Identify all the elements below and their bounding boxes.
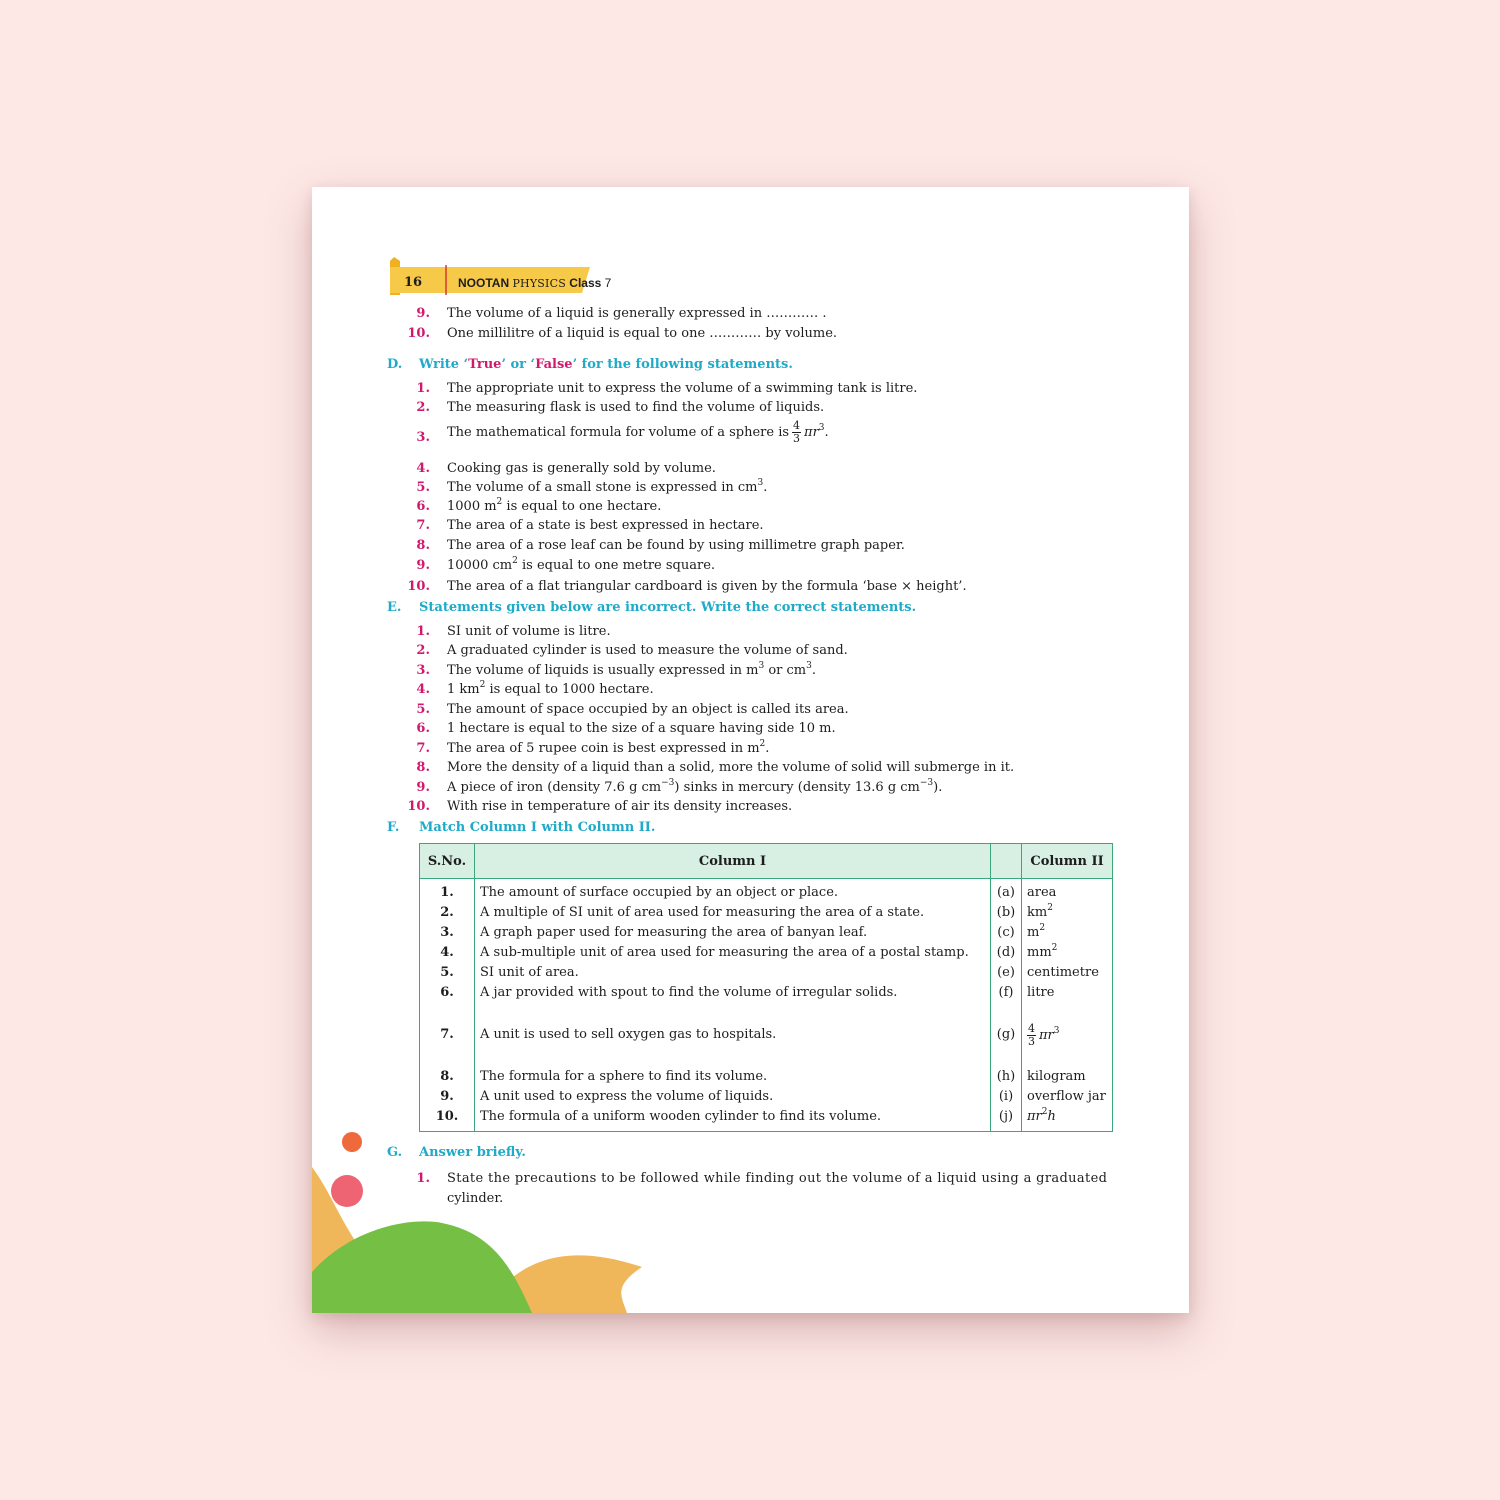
list-number: 6. bbox=[416, 721, 430, 736]
list-item: The volume of liquids is usually expressed in $m^3$ or $cm^3$. bbox=[447, 661, 816, 678]
list-item: The appropriate unit to express the volume of a swimming tank is litre. bbox=[447, 381, 918, 396]
list-number: 1. bbox=[416, 624, 430, 639]
section-d-title: Write ‘True’ or ‘False’ for the following statements. bbox=[419, 357, 793, 372]
header-column-1: Column I bbox=[475, 844, 991, 879]
subject-name: PHYSICS bbox=[512, 277, 566, 290]
row-column-1: A multiple of SI unit of area used for measuring the area of a state. bbox=[475, 903, 991, 923]
list-number: 4. bbox=[416, 461, 430, 476]
page-number: 16 bbox=[404, 275, 423, 290]
table-header-row bbox=[420, 844, 1113, 879]
row-column-2: litre bbox=[1022, 983, 1113, 1003]
row-sno: 3. bbox=[420, 923, 475, 943]
row-sno: 1. bbox=[420, 879, 475, 904]
list-item-continuation: cylinder. bbox=[447, 1191, 504, 1206]
list-number: 7. bbox=[416, 741, 430, 756]
list-item: The area of a rose leaf can be found by using millimetre graph paper. bbox=[447, 538, 905, 553]
row-sno: 2. bbox=[420, 903, 475, 923]
row-sno: 5. bbox=[420, 963, 475, 983]
row-column-2: overflow jar bbox=[1022, 1087, 1113, 1107]
row-column-2: $m^2$ bbox=[1022, 923, 1113, 943]
table-row bbox=[420, 963, 1113, 983]
row-column-1: A unit is used to sell oxygen gas to hospitals. bbox=[475, 1003, 991, 1067]
table-row bbox=[420, 983, 1113, 1003]
header-sno: S.No. bbox=[420, 844, 475, 879]
row-column-1: The amount of surface occupied by an object or place. bbox=[475, 879, 991, 904]
list-item: The volume of a liquid is generally expressed in ………… . bbox=[447, 306, 827, 321]
textbook-page bbox=[312, 187, 1189, 1313]
section-e-title: Statements given below are incorrect. Write the correct statements. bbox=[419, 600, 917, 615]
header-letter bbox=[991, 844, 1022, 879]
row-sno: 6. bbox=[420, 983, 475, 1003]
class-label: Class bbox=[569, 276, 602, 290]
row-column-1: A unit used to express the volume of liquids. bbox=[475, 1087, 991, 1107]
list-number: 9. bbox=[416, 780, 430, 795]
section-g-title: Answer briefly. bbox=[419, 1145, 526, 1160]
row-sno: 9. bbox=[420, 1087, 475, 1107]
list-item: The amount of space occupied by an object is called its area. bbox=[447, 702, 849, 717]
section-d-letter: D. bbox=[387, 357, 403, 372]
list-number: 7. bbox=[416, 518, 430, 533]
list-item: The area of a flat triangular cardboard is given by the formula ‘base × height’. bbox=[447, 579, 967, 594]
list-number: 5. bbox=[416, 702, 430, 717]
list-number: 2. bbox=[416, 643, 430, 658]
row-column-2: $km^2$ bbox=[1022, 903, 1113, 923]
list-item: The area of a state is best expressed in hectare. bbox=[447, 518, 764, 533]
section-f-title: Match Column I with Column II. bbox=[419, 820, 656, 835]
row-column-2: $\frac{4}{3}$ $\pi r^3$ bbox=[1022, 1003, 1113, 1067]
row-sno: 7. bbox=[420, 1003, 475, 1067]
row-letter: (f) bbox=[991, 983, 1022, 1003]
row-letter: (c) bbox=[991, 923, 1022, 943]
section-f-letter: F. bbox=[387, 820, 400, 835]
list-number: 8. bbox=[416, 538, 430, 553]
row-letter: (d) bbox=[991, 943, 1022, 963]
book-title bbox=[458, 276, 611, 290]
row-letter: (i) bbox=[991, 1087, 1022, 1107]
row-column-2: area bbox=[1022, 879, 1113, 904]
table-row bbox=[420, 943, 1113, 963]
row-column-1: SI unit of area. bbox=[475, 963, 991, 983]
row-column-2: $\pi r^2h$ bbox=[1022, 1107, 1113, 1132]
row-sno: 10. bbox=[420, 1107, 475, 1132]
section-e-letter: E. bbox=[387, 600, 402, 615]
list-item: With rise in temperature of air its density increases. bbox=[447, 799, 793, 814]
list-item: 1 hectare is equal to the size of a square having side 10 m. bbox=[447, 721, 836, 736]
table-row bbox=[420, 879, 1113, 904]
list-item: SI unit of volume is litre. bbox=[447, 624, 611, 639]
row-column-2: centimetre bbox=[1022, 963, 1113, 983]
table-row bbox=[420, 1067, 1113, 1087]
list-item: 1 $km^2$ is equal to 1000 hectare. bbox=[447, 680, 654, 697]
row-column-2: $mm^2$ bbox=[1022, 943, 1113, 963]
list-item: The volume of a small stone is expressed in $cm^3$. bbox=[447, 478, 768, 495]
list-item: A graduated cylinder is used to measure the volume of sand. bbox=[447, 643, 848, 658]
row-letter: (h) bbox=[991, 1067, 1022, 1087]
list-item: 1000 $m^2$ is equal to one hectare. bbox=[447, 497, 662, 514]
list-number: 9. bbox=[416, 306, 430, 321]
table-row bbox=[420, 1003, 1113, 1067]
fraction: $\frac{4}{3}$ bbox=[793, 419, 801, 445]
row-letter: (b) bbox=[991, 903, 1022, 923]
list-number: 5. bbox=[416, 480, 430, 495]
orange-dot bbox=[342, 1132, 362, 1152]
table-row bbox=[420, 1087, 1113, 1107]
list-number: 9. bbox=[416, 558, 430, 573]
row-column-2: kilogram bbox=[1022, 1067, 1113, 1087]
list-item: 10000 $cm^2$ is equal to one metre square. bbox=[447, 556, 716, 573]
header-column-2: Column II bbox=[1022, 844, 1113, 879]
list-item: The measuring flask is used to find the volume of liquids. bbox=[447, 400, 825, 415]
row-letter: (j) bbox=[991, 1107, 1022, 1132]
list-number: 10. bbox=[407, 799, 430, 814]
list-number: 2. bbox=[416, 400, 430, 415]
list-number: 6. bbox=[416, 499, 430, 514]
row-column-1: A sub-multiple unit of area used for measuring the area of a postal stamp. bbox=[475, 943, 991, 963]
list-number: 4. bbox=[416, 682, 430, 697]
list-number: 1. bbox=[416, 381, 430, 396]
brand-name: NOOTAN bbox=[458, 276, 510, 290]
row-column-1: The formula of a uniform wooden cylinder to find its volume. bbox=[475, 1107, 991, 1132]
section-g-letter: G. bbox=[387, 1145, 403, 1160]
list-number: 3. bbox=[416, 430, 430, 445]
row-column-1: A jar provided with spout to find the volume of irregular solids. bbox=[475, 983, 991, 1003]
table-row bbox=[420, 903, 1113, 923]
match-table bbox=[419, 843, 1113, 1132]
row-sno: 8. bbox=[420, 1067, 475, 1087]
pink-dot bbox=[331, 1175, 363, 1207]
list-item: More the density of a liquid than a solid, more the volume of solid will submerge in it. bbox=[447, 760, 1015, 775]
list-number: 8. bbox=[416, 760, 430, 775]
list-item: A piece of iron (density 7.6 g $cm^{-3}$) sinks in mercury (density 13.6 g $cm^{-3}$). bbox=[447, 778, 943, 795]
list-item: The area of 5 rupee coin is best expressed in $m^2$. bbox=[447, 739, 770, 756]
row-column-1: The formula for a sphere to find its volume. bbox=[475, 1067, 991, 1087]
class-number: 7 bbox=[604, 276, 612, 290]
table-row bbox=[420, 1107, 1113, 1132]
list-item: One millilitre of a liquid is equal to one ………… by volume. bbox=[447, 326, 838, 341]
row-letter: (g) bbox=[991, 1003, 1022, 1067]
list-item: The mathematical formula for volume of a sphere is $\frac{4}{3}$ $\pi r^3$. bbox=[447, 419, 829, 445]
row-column-1: A graph paper used for measuring the area of banyan leaf. bbox=[475, 923, 991, 943]
row-letter: (e) bbox=[991, 963, 1022, 983]
list-number: 10. bbox=[407, 326, 430, 341]
row-sno: 4. bbox=[420, 943, 475, 963]
list-number: 10. bbox=[407, 579, 430, 594]
list-number: 1. bbox=[416, 1171, 430, 1186]
table-row bbox=[420, 923, 1113, 943]
list-number: 3. bbox=[416, 663, 430, 678]
list-item: State the precautions to be followed while finding out the volume of a liquid using a graduated bbox=[447, 1171, 1108, 1186]
row-letter: (a) bbox=[991, 879, 1022, 904]
list-item: Cooking gas is generally sold by volume. bbox=[447, 461, 716, 476]
fraction: $\frac{4}{3}$ bbox=[1028, 1021, 1035, 1048]
